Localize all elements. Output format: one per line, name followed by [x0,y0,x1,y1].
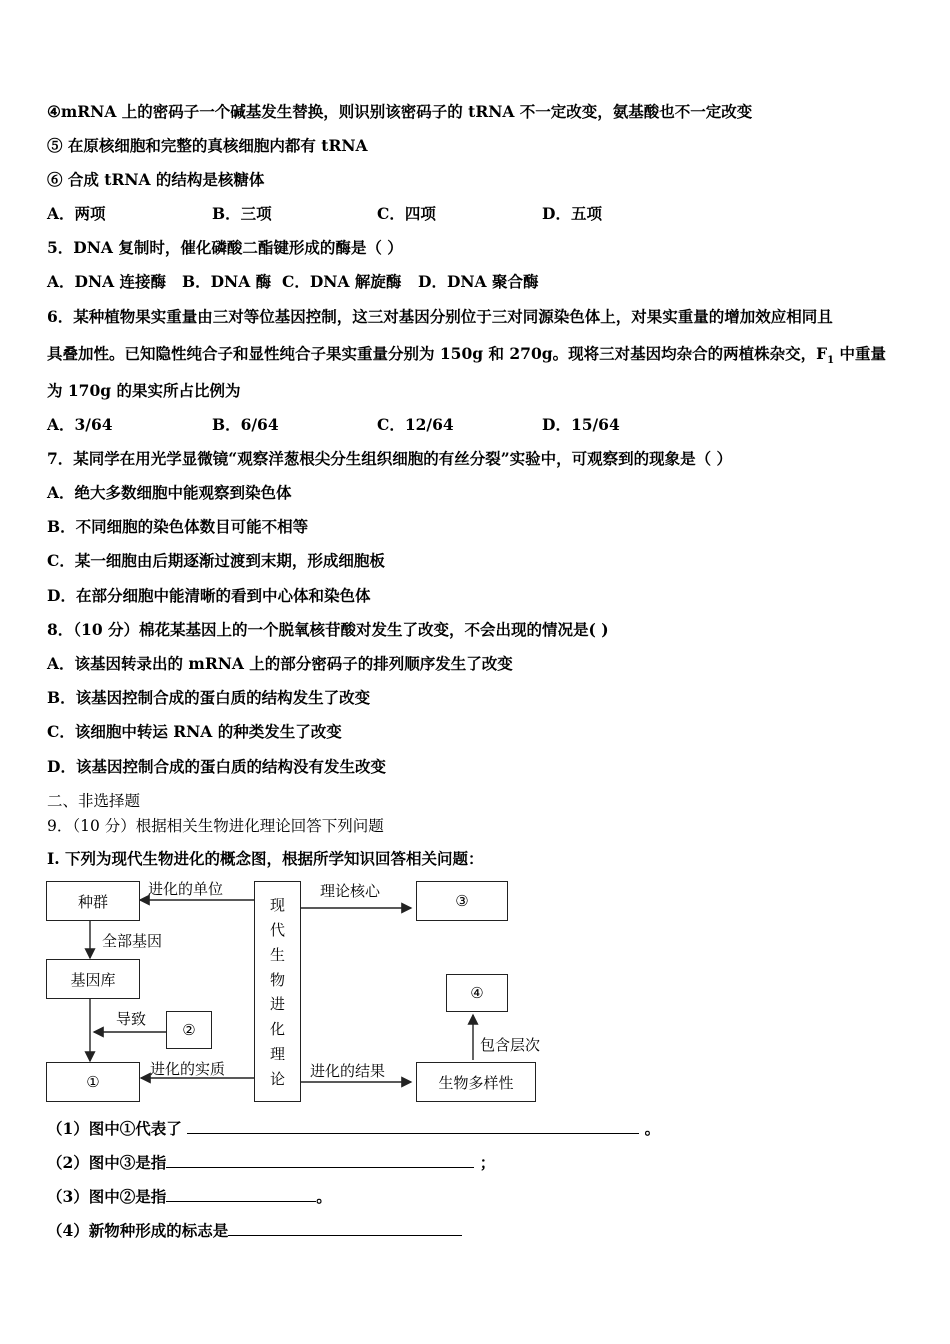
q6-line3: 为 170g 的果实所占比例为 [47,381,241,400]
q7-option-d: D．在部分细胞中能清晰的看到中心体和染色体 [47,586,371,605]
center-char: 物 [269,970,285,989]
center-char: 现 [269,895,285,914]
q9-sub4: （4）新物种形成的标志是 [47,1220,462,1241]
answer-blank-2[interactable] [166,1152,474,1168]
answer-blank-1[interactable] [187,1118,639,1134]
population-box: 种群 [46,881,140,921]
q9-sub2: （2）图中③是指 ； [47,1153,496,1172]
q7-option-a: A．绝大多数细胞中能观察到染色体 [47,483,292,502]
center-char: 化 [269,1020,285,1039]
q5-option-d: D．DNA 聚合酶 [418,272,539,291]
q8-stem: 8．（10 分）棉花某基因上的一个脱氧核苷酸对发生了改变，不会出现的情况是( ) [47,620,609,639]
label-evolution-result: 进化的结果 [310,1062,386,1080]
label-theory-core: 理论核心 [320,882,381,900]
q6-option-a: A．3/64 [47,415,113,434]
answer-blank-4[interactable] [228,1220,462,1236]
q7-option-b: B．不同细胞的染色体数目可能不相等 [47,517,309,536]
circle2-box: ② [166,1011,212,1049]
gene-pool-box: 基因库 [46,959,140,999]
q7-option-c: C．某一细胞由后期逐渐过渡到末期，形成细胞板 [47,551,385,570]
center-char: 论 [269,1070,285,1088]
label-all-genes: 全部基因 [102,932,163,950]
center-char: 生 [269,945,285,964]
q5-option-c: C．DNA 解旋酶 [282,272,402,291]
q6-option-c: C．12/64 [377,415,454,434]
circle1-box: ① [46,1062,140,1102]
q7-stem: 7．某同学在用光学显微镜“观察洋葱根尖分生组织细胞的有丝分裂”实验中，可观察到的现象是（ ） [47,449,733,468]
center-char: 理 [269,1045,285,1064]
center-char: 代 [269,920,285,939]
section-heading: 二、非选择题 [47,792,141,810]
label-levels: 包含层次 [480,1036,541,1054]
q4-option-c: C．四项 [377,204,436,223]
q5-stem: 5．DNA 复制时，催化磷酸二酯键形成的酶是（ ） [47,238,403,257]
q4-option-a: A．两项 [47,204,106,223]
evolution-concept-diagram [44,878,554,1106]
q4-item4: ④mRNA 上的密码子一个碱基发生替换，则识别该密码子的 tRNA 不一定改变，氨基酸也不一定改变 [47,102,753,121]
center-char: 进 [269,995,285,1014]
label-cause: 导致 [116,1010,147,1028]
label-evolution-unit: 进化的单位 [148,880,224,898]
q5-option-a: A．DNA 连接酶 [47,272,167,291]
q6-option-d: D．15/64 [542,415,620,434]
circle3-box: ③ [416,881,508,921]
q4-item5: ⑤ 在原核细胞和完整的真核细胞内都有 tRNA [47,136,368,155]
q9-sub3: （3）图中②是指 。 [47,1187,332,1206]
q4-item6: ⑥ 合成 tRNA 的结构是核糖体 [47,170,265,189]
q5-option-b: B．DNA 酶 [182,272,272,291]
q6-option-b: B．6/64 [212,415,279,434]
q9-sub1: （1）图中①代表了 。 [47,1119,661,1138]
q8-option-c: C．该细胞中转运 RNA 的种类发生了改变 [47,722,342,741]
q8-option-d: D．该基因控制合成的蛋白质的结构没有发生改变 [47,757,386,776]
q6-line2: 具叠加性。已知隐性纯合子和显性纯合子果实重量分别为 150g 和 270g。现将三对基因均杂合的两植株杂交，$F_1$ 中重量 [47,344,886,367]
circle4-box: ④ [446,974,508,1012]
modern-evolution-theory-box [254,881,301,1102]
q8-option-b: B．该基因控制合成的蛋白质的结构发生了改变 [47,688,371,707]
q9-part1: I. 下列为现代生物进化的概念图，根据所学知识回答相关问题： [47,849,484,868]
q8-option-a: A．该基因转录出的 mRNA 上的部分密码子的排列顺序发生了改变 [47,654,513,673]
q6-line1: 6．某种植物果实重量由三对等位基因控制，这三对基因分别位于三对同源染色体上，对果实重量的增加效应相同且 [47,307,833,326]
q4-option-d: D．五项 [542,204,602,223]
q9-stem: 9．（10 分）根据相关生物进化理论回答下列问题 [47,817,384,835]
answer-blank-3[interactable] [166,1186,316,1202]
q4-option-b: B．三项 [212,204,272,223]
biodiversity-box: 生物多样性 [416,1062,536,1102]
label-evolution-essence: 进化的实质 [150,1060,226,1078]
